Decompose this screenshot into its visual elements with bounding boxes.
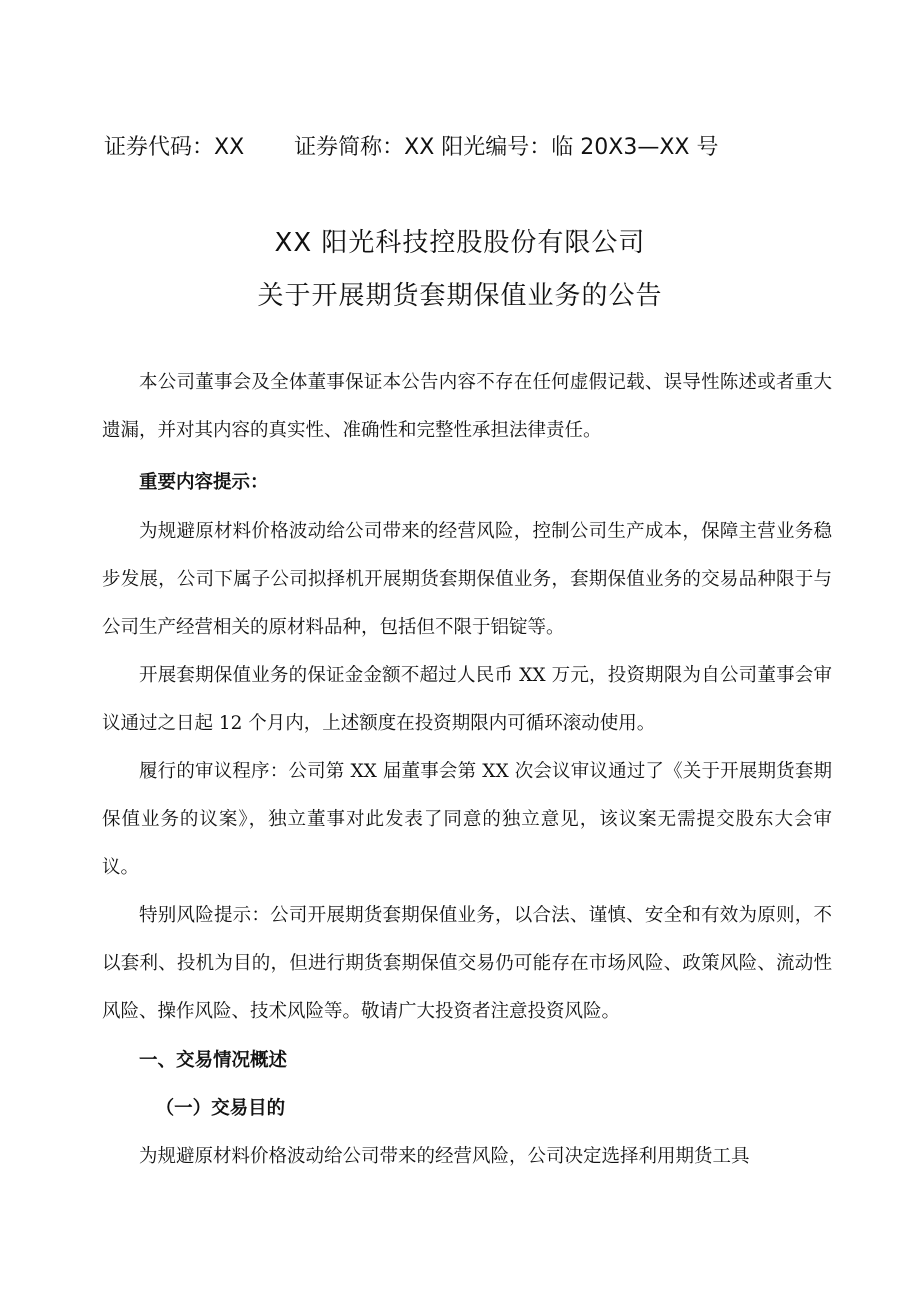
securities-abbreviation-number: 证券简称：XX 阳光编号：临 20X3—XX 号 bbox=[294, 135, 719, 160]
section-1-heading: 一、交易情况概述 bbox=[139, 1050, 288, 1071]
subsection-1-text: 为规避原材料价格波动给公司带来的经营风险，公司决定选择利用期货工具 bbox=[139, 1146, 750, 1167]
highlight-review-procedure: 履行的审议程序：公司第 XX 届董事会第 XX 次会议审议通过了《关于开展期货套期保值业务的议案》，独立董事对此发表了同意的独立意见，该议案无需提交股东大会审议。 bbox=[102, 761, 832, 878]
announcement-title: 关于开展期货套期保值业务的公告 bbox=[257, 281, 663, 311]
company-name-title: XX 阳光科技控股股份有限公司 bbox=[274, 228, 646, 258]
highlight-margin-amount: 开展套期保值业务的保证金金额不超过人民币 XX 万元，投资期限为自公司董事会审议通过之日起 12 个月内，上述额度在投资期限内可循环滚动使用。 bbox=[102, 665, 832, 734]
securities-code: 证券代码：XX bbox=[104, 135, 245, 160]
subsection-1-heading: （一）交易目的 bbox=[155, 1098, 286, 1119]
board-declaration: 本公司董事会及全体董事保证本公告内容不存在任何虚假记载、误导性陈述或者重大遗漏，并对其内容的真实性、准确性和完整性承担法律责任。 bbox=[102, 372, 832, 441]
highlight-purpose: 为规避原材料价格波动给公司带来的经营风险，控制公司生产成本，保障主营业务稳步发展，公司下属子公司拟择机开展期货套期保值业务，套期保值业务的交易品种限于与公司生产经营相关的原材料品种，包括但不限于铝锭等。 bbox=[102, 521, 832, 638]
highlights-heading: 重要内容提示： bbox=[139, 472, 269, 493]
highlight-risk-warning: 特别风险提示：公司开展期货套期保值业务，以合法、谨慎、安全和有效为原则，不以套利、投机为目的，但进行期货套期保值交易仍可能存在市场风险、政策风险、流动性风险、操作风险、技术风险等。敬请广大投资者注意投资风险。 bbox=[102, 905, 832, 1022]
securities-header bbox=[104, 134, 864, 162]
